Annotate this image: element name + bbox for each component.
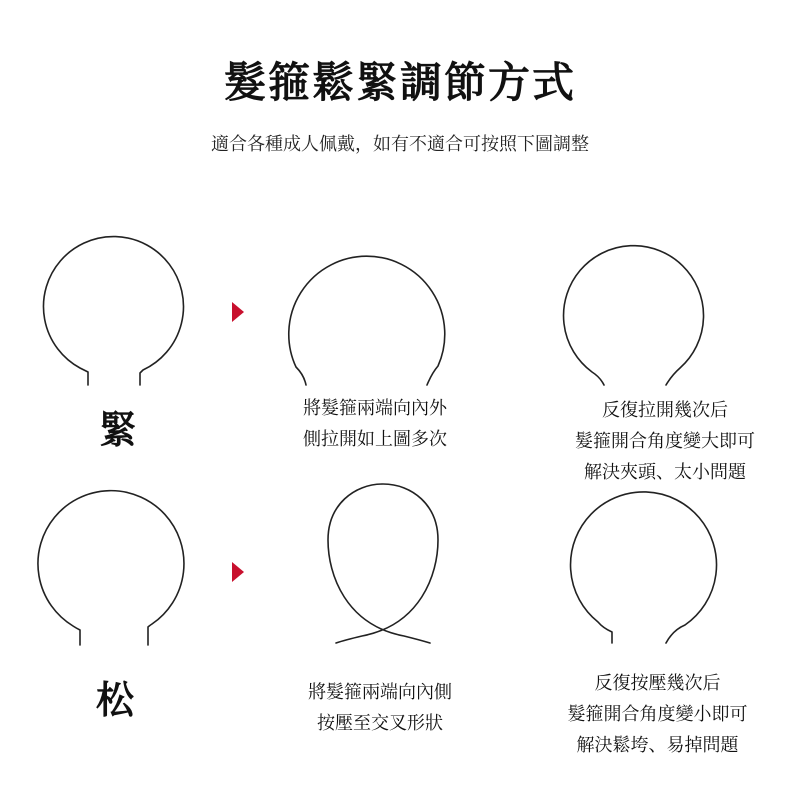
headband-original-icon-2 xyxy=(38,491,184,645)
headband-narrowed-icon xyxy=(571,492,717,643)
caption-line: 髮箍開合角度變小即可 xyxy=(567,704,748,725)
loose-step2-caption xyxy=(250,677,510,739)
tight-row-label: 緊 xyxy=(98,408,137,452)
caption-line: 反復拉開幾次后 xyxy=(602,400,728,421)
headband-crossed-icon xyxy=(328,484,438,643)
tight-step2-caption xyxy=(255,393,495,455)
page-title: 髮箍鬆緊調節方式 xyxy=(223,58,576,107)
headband-widened-icon xyxy=(564,246,704,385)
caption-line: 將髮箍兩端向內外 xyxy=(303,398,447,419)
caption-line: 按壓至交叉形狀 xyxy=(317,713,443,734)
page-subtitle: 適合各種成人佩戴，如有不適合可按照下圖調整 xyxy=(211,134,589,155)
caption-line: 解決夾頭、太小問題 xyxy=(584,462,746,483)
arrow-right-icon xyxy=(232,302,244,322)
headband-pulled-open-icon xyxy=(289,256,445,385)
tight-step3-caption xyxy=(530,395,800,488)
caption-line: 解決鬆垮、易掉問題 xyxy=(576,735,739,756)
caption-line: 髮箍開合角度變大即可 xyxy=(575,431,755,452)
arrow-right-icon-2 xyxy=(232,562,244,582)
caption-line: 將髮箍兩端向內側 xyxy=(308,682,452,703)
headband-original-icon xyxy=(43,237,183,385)
caption-line: 側拉開如上圖多次 xyxy=(303,429,447,450)
loose-step3-caption xyxy=(515,668,800,761)
caption-line: 反復按壓幾次后 xyxy=(594,673,721,694)
loose-row-label: 松 xyxy=(95,678,134,722)
